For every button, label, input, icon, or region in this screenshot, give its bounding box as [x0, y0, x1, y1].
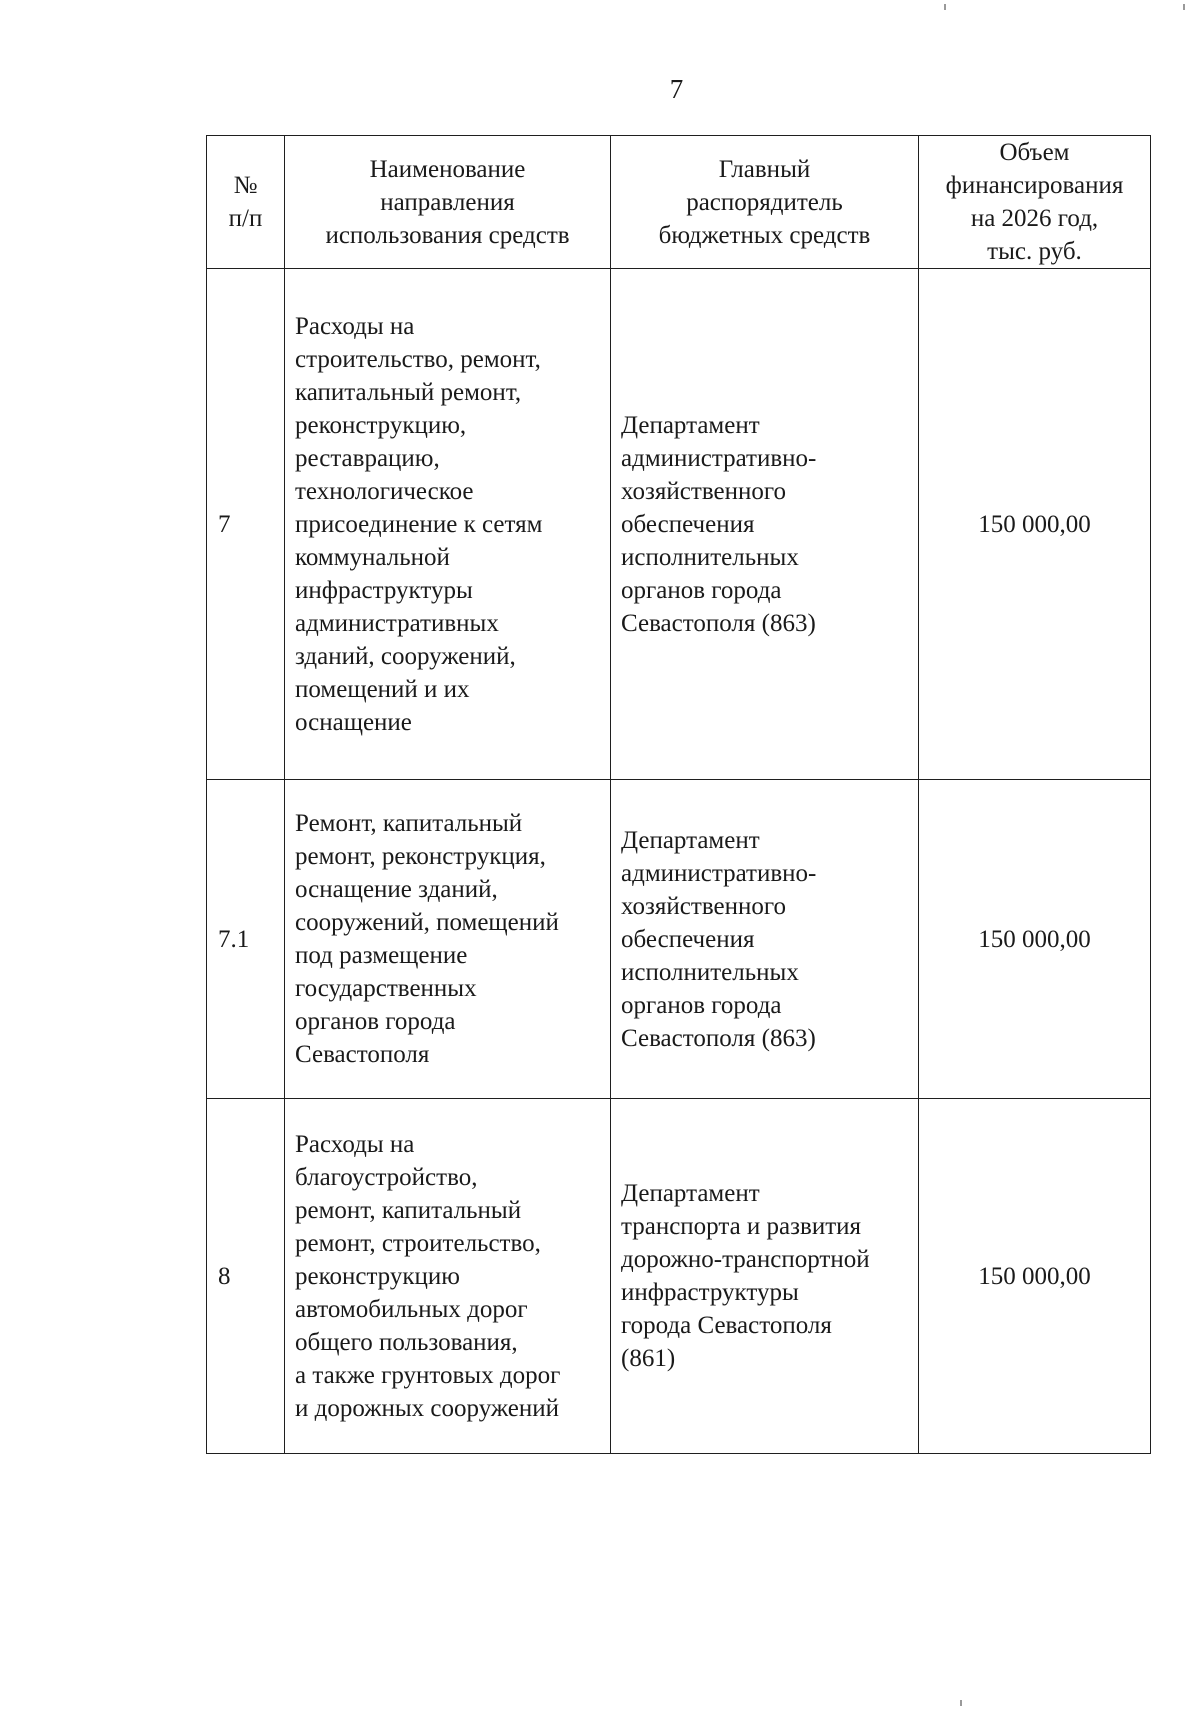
row-financing-amount: 150 000,00 [919, 269, 1151, 780]
row-financing-amount: 150 000,00 [919, 780, 1151, 1099]
table-header-row [207, 136, 1151, 269]
budget-allocation-table [206, 135, 1151, 1454]
header-financing-amount: Объем финансирования на 2026 год, тыс. руб. [919, 136, 1151, 269]
row-direction-name: Ремонт, капитальный ремонт, реконструкция, оснащение зданий, сооружений, помещений под размещение государственных органов города Севастополя [285, 780, 611, 1099]
row-number: 7 [207, 269, 285, 780]
header-direction-name: Наименование направления использования средств [285, 136, 611, 269]
row-number: 7.1 [207, 780, 285, 1099]
row-financing-amount: 150 000,00 [919, 1099, 1151, 1454]
scan-speck [1183, 4, 1185, 10]
row-budget-administrator: Департамент административно- хозяйственного обеспечения исполнительных органов города Севастополя (863) [611, 780, 919, 1099]
row-budget-administrator: Департамент административно- хозяйственного обеспечения исполнительных органов города Севастополя (863) [611, 269, 919, 780]
page-number: 7 [669, 74, 684, 104]
row-direction-name: Расходы на строительство, ремонт, капитальный ремонт, реконструкцию, реставрацию, технологическое присоединение к сетям коммунальной инфраструктуры административных зданий, сооружений, помещений и их оснащение [285, 269, 611, 780]
row-budget-administrator: Департамент транспорта и развития дорожно-транспортной инфраструктуры города Севастополя (861) [611, 1099, 919, 1454]
row-number: 8 [207, 1099, 285, 1454]
table-row [207, 1099, 1151, 1454]
header-budget-administrator: Главный распорядитель бюджетных средств [611, 136, 919, 269]
row-direction-name: Расходы на благоустройство, ремонт, капитальный ремонт, строительство, реконструкцию автомобильных дорог общего пользования, а также грунтовых дорог и дорожных сооружений [285, 1099, 611, 1454]
scan-speck [960, 1700, 962, 1706]
table-row [207, 269, 1151, 780]
header-number: № п/п [207, 136, 285, 269]
scan-speck [944, 4, 946, 10]
table-row [207, 780, 1151, 1099]
